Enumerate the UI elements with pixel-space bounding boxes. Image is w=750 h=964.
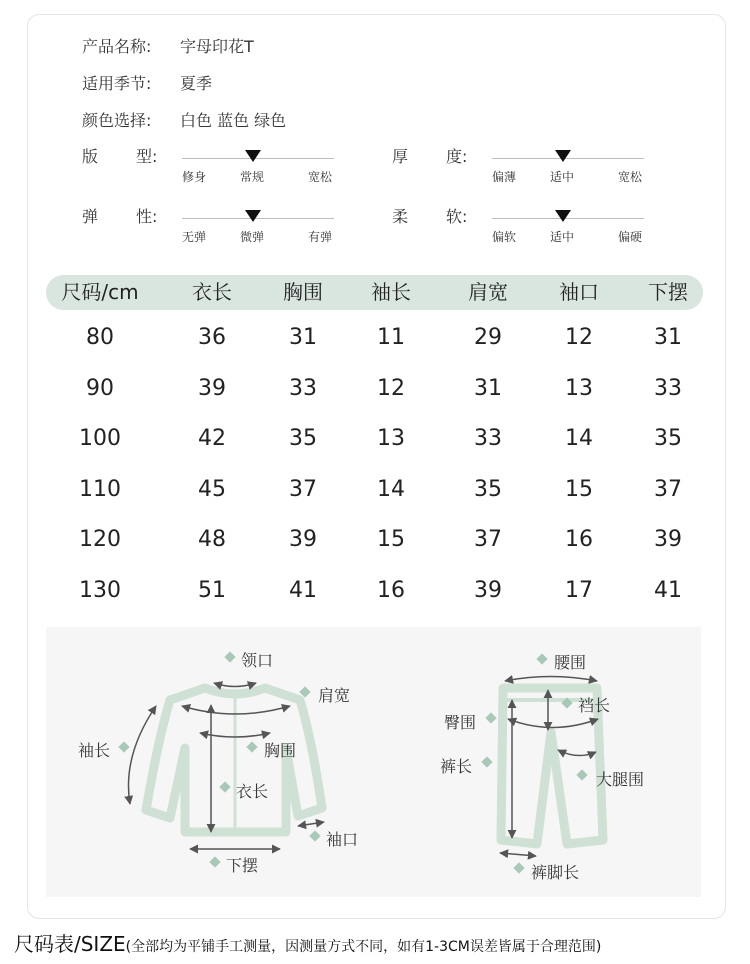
table-header-cell: 肩宽 [468,280,508,304]
product-name-label: 产品名称: [82,37,152,56]
rating-option: 修身 [182,170,207,184]
rating-option: 偏软 [492,230,517,244]
rating-label-b: 度: [446,147,468,166]
table-cell: 51 [198,578,226,603]
table-cell: 48 [198,527,226,553]
season-label: 适用季节: [82,74,152,93]
rating-label-b: 软: [446,207,468,226]
table-cell: 41 [654,578,682,603]
label-length: 衣长 [236,782,269,801]
table-cell: 15 [377,527,405,553]
season-value: 夏季 [180,74,213,93]
table-cell: 13 [565,375,593,401]
table-cell: 29 [474,325,502,350]
label-thigh: 大腿围 [596,770,645,789]
table-cell: 33 [289,375,317,401]
table-cell: 15 [565,476,593,502]
table-header-cell: 衣长 [192,280,232,304]
rating-option: 宽松 [308,170,333,184]
label-chest: 胸围 [264,741,297,760]
table-cell: 100 [79,426,121,452]
product-name-value: 字母印花T [180,37,254,56]
rating-option: 适中 [550,230,575,244]
label-rise: 裆长 [578,696,611,715]
table-cell: 37 [654,476,682,502]
rating-label-a: 弹 [82,207,99,226]
rating-option: 偏薄 [492,170,517,184]
label-cuff: 袖口 [326,830,359,849]
rating-option: 微弹 [240,230,265,244]
rating-option: 有弹 [308,230,333,244]
table-cell: 11 [377,325,405,350]
table-cell: 12 [377,375,405,401]
rating-option: 适中 [550,170,575,184]
table-cell: 41 [289,578,317,603]
table-cell: 36 [198,325,226,350]
rating-label-a: 版 [82,147,99,166]
table-cell: 45 [198,476,226,502]
label-collar: 领口 [241,651,274,670]
table-cell: 130 [79,578,121,603]
table-header-cell: 下摆 [648,280,688,304]
table-cell: 37 [474,527,502,553]
table-header-cell: 袖长 [371,280,411,304]
table-cell: 39 [654,527,682,553]
table-cell: 31 [289,325,317,350]
table-cell: 14 [565,426,593,452]
rating-option: 常规 [240,170,265,184]
table-cell: 17 [565,578,593,603]
table-cell: 39 [289,527,317,553]
table-cell: 80 [86,325,114,350]
table-header-cell: 尺码/cm [61,280,139,304]
table-cell: 39 [474,578,502,603]
rating-option: 无弹 [182,230,207,244]
table-header-cell: 胸围 [283,280,323,304]
rating-label-a: 厚 [392,147,409,166]
table-cell: 39 [198,375,226,401]
table-cell: 42 [198,426,226,452]
table-cell: 14 [377,476,405,502]
table-cell: 35 [654,426,682,452]
table-header-cell: 袖口 [559,280,599,304]
rating-option: 宽松 [618,170,643,184]
footer-note: (全部均为平铺手工测量，因测量方式不同，如有1-3CM误差皆属于合理范围) [125,939,602,955]
table-cell: 37 [289,476,317,502]
label-shoulder: 肩宽 [318,686,351,705]
rating-label-a: 柔 [392,207,409,226]
table-cell: 31 [474,375,502,401]
color-value: 白色 蓝色 绿色 [180,111,287,130]
table-cell: 16 [565,527,593,553]
table-cell: 110 [79,476,121,502]
table-cell: 33 [654,375,682,401]
label-hem: 下摆 [226,856,259,875]
footer [14,928,601,957]
table-cell: 33 [474,426,502,452]
table-cell: 16 [377,578,405,603]
label-pant-length: 裤长 [440,757,473,776]
rating-option: 偏硬 [618,230,643,244]
table-cell: 12 [565,325,593,350]
table-cell: 35 [474,476,502,502]
rating-label-b: 性: [136,207,158,226]
rating-label-b: 型: [136,147,158,166]
table-cell: 35 [289,426,317,452]
label-sleeve: 袖长 [78,741,111,760]
color-label: 颜色选择: [82,111,152,130]
table-cell: 90 [86,375,114,401]
label-waist: 腰围 [554,653,587,672]
footer-title: 尺码表/SIZE [14,932,126,956]
table-cell: 13 [377,426,405,452]
label-leg-opening: 裤脚长 [531,863,580,882]
label-hip: 臀围 [444,713,477,732]
table-cell: 31 [654,325,682,350]
table-cell: 120 [79,527,121,553]
